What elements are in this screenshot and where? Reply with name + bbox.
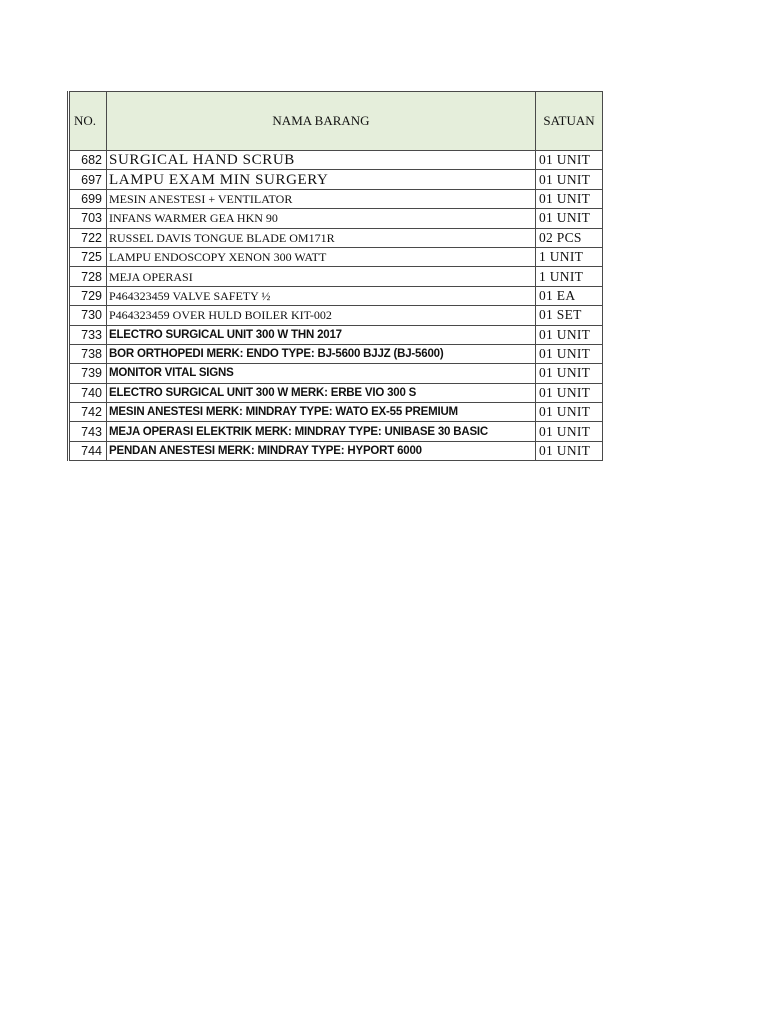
- table-row: [69, 267, 603, 286]
- item-name: P464323459 OVER HULD BOILER KIT-002: [107, 306, 536, 325]
- item-number: 722: [69, 228, 107, 247]
- table-row: [69, 151, 603, 170]
- item-name: MEJA OPERASI ELEKTRIK MERK: MINDRAY TYPE: UNIBASE 30 BASIC: [107, 422, 536, 441]
- item-number: 733: [69, 325, 107, 344]
- item-number: 729: [69, 286, 107, 305]
- item-number: 742: [69, 403, 107, 422]
- item-name: MONITOR VITAL SIGNS: [107, 364, 536, 383]
- item-number: 739: [69, 364, 107, 383]
- item-name: INFANS WARMER GEA HKN 90: [107, 209, 536, 228]
- item-unit: 01 UNIT: [536, 364, 603, 383]
- item-unit: 01 UNIT: [536, 170, 603, 189]
- table-row: [69, 325, 603, 344]
- item-number: 738: [69, 344, 107, 363]
- item-unit: 01 UNIT: [536, 383, 603, 402]
- item-unit: 01 UNIT: [536, 422, 603, 441]
- item-number: 743: [69, 422, 107, 441]
- item-unit: 1 UNIT: [536, 247, 603, 266]
- table-row: [69, 286, 603, 305]
- item-number: 697: [69, 170, 107, 189]
- item-unit: 02 PCS: [536, 228, 603, 247]
- table-row: [69, 170, 603, 189]
- table-row: [69, 422, 603, 441]
- item-name: BOR ORTHOPEDI MERK: ENDO TYPE: BJ-5600 BJJZ (BJ-5600): [107, 344, 536, 363]
- table-row: [69, 344, 603, 363]
- item-name: MESIN ANESTESI MERK: MINDRAY TYPE: WATO EX-55 PREMIUM: [107, 403, 536, 422]
- item-unit: 01 EA: [536, 286, 603, 305]
- table-header-row: [69, 92, 603, 151]
- item-name: ELECTRO SURGICAL UNIT 300 W MERK: ERBE VIO 300 S: [107, 383, 536, 402]
- item-number: 730: [69, 306, 107, 325]
- item-unit: 01 UNIT: [536, 151, 603, 170]
- table-row: [69, 403, 603, 422]
- item-unit: 01 UNIT: [536, 189, 603, 208]
- item-name: PENDAN ANESTESI MERK: MINDRAY TYPE: HYPORT 6000: [107, 441, 536, 460]
- item-name: P464323459 VALVE SAFETY ½: [107, 286, 536, 305]
- item-name: MESIN ANESTESI + VENTILATOR: [107, 189, 536, 208]
- item-name: RUSSEL DAVIS TONGUE BLADE OM171R: [107, 228, 536, 247]
- item-unit: 1 UNIT: [536, 267, 603, 286]
- item-number: 682: [69, 151, 107, 170]
- item-number: 744: [69, 441, 107, 460]
- item-name: SURGICAL HAND SCRUB: [107, 151, 536, 170]
- table-row: [69, 247, 603, 266]
- inventory-table: [67, 91, 603, 461]
- item-unit: 01 UNIT: [536, 209, 603, 228]
- table-body: [69, 151, 603, 461]
- item-number: 728: [69, 267, 107, 286]
- table-row: [69, 209, 603, 228]
- item-unit: 01 SET: [536, 306, 603, 325]
- item-number: 740: [69, 383, 107, 402]
- table-row: [69, 364, 603, 383]
- header-nama-barang: NAMA BARANG: [107, 92, 536, 151]
- item-name: LAMPU EXAM MIN SURGERY: [107, 170, 536, 189]
- header-no: NO.: [69, 92, 107, 151]
- item-unit: 01 UNIT: [536, 441, 603, 460]
- item-unit: 01 UNIT: [536, 344, 603, 363]
- item-name: ELECTRO SURGICAL UNIT 300 W THN 2017: [107, 325, 536, 344]
- item-name: MEJA OPERASI: [107, 267, 536, 286]
- item-number: 725: [69, 247, 107, 266]
- item-name: LAMPU ENDOSCOPY XENON 300 WATT: [107, 247, 536, 266]
- table-row: [69, 383, 603, 402]
- item-unit: 01 UNIT: [536, 325, 603, 344]
- table-row: [69, 306, 603, 325]
- item-unit: 01 UNIT: [536, 403, 603, 422]
- header-satuan: SATUAN: [536, 92, 603, 151]
- item-number: 699: [69, 189, 107, 208]
- table-row: [69, 441, 603, 460]
- item-number: 703: [69, 209, 107, 228]
- table-row: [69, 228, 603, 247]
- table-row: [69, 189, 603, 208]
